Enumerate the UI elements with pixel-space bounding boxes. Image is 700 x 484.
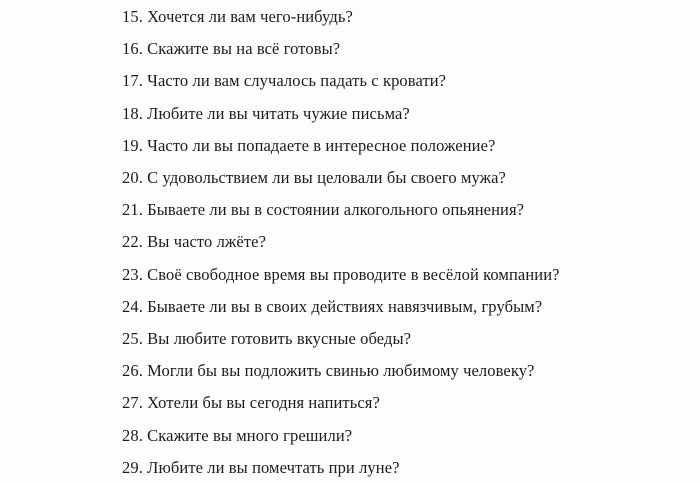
question-text: Скажите вы на всё готовы? bbox=[147, 39, 341, 59]
question-line-18 bbox=[122, 98, 690, 130]
question-line-25 bbox=[122, 323, 690, 355]
question-line-15 bbox=[122, 1, 690, 33]
question-number: 15. bbox=[122, 7, 143, 26]
question-number: 19. bbox=[122, 135, 143, 155]
question-text: Любите ли вы читать чужие письма? bbox=[147, 103, 410, 123]
question-text: Бываете ли вы в своих действиях навязчивым, грубым? bbox=[147, 296, 543, 316]
question-line-17 bbox=[122, 65, 690, 97]
question-line-23 bbox=[122, 259, 690, 291]
question-number: 26. bbox=[122, 361, 143, 381]
question-text: Своё свободное время вы проводите в весёлой компании? bbox=[147, 264, 560, 284]
question-number: 18. bbox=[122, 103, 143, 123]
question-number: 29. bbox=[122, 457, 143, 477]
question-number: 25. bbox=[122, 329, 143, 349]
question-line-19 bbox=[122, 130, 690, 162]
question-number: 23. bbox=[122, 264, 143, 284]
question-text: Вы часто лжёте? bbox=[147, 232, 267, 252]
question-line-29 bbox=[122, 452, 690, 484]
question-number: 22. bbox=[122, 232, 143, 252]
question-text: Часто ли вы попадаете в интересное положение? bbox=[147, 135, 496, 155]
question-text: Вы любите готовить вкусные обеды? bbox=[147, 329, 412, 349]
question-text: Бываете ли вы в состоянии алкогольного опьянения? bbox=[147, 200, 525, 220]
question-line-20 bbox=[122, 162, 690, 194]
question-text: С удовольствием ли вы целовали бы своего мужа? bbox=[147, 168, 506, 188]
question-line-26 bbox=[122, 355, 690, 387]
question-number: 28. bbox=[122, 425, 143, 445]
question-line-16 bbox=[122, 33, 690, 65]
question-number: 21. bbox=[122, 200, 143, 220]
question-line-28 bbox=[122, 420, 690, 452]
question-number: 17. bbox=[122, 71, 143, 91]
question-text: Любите ли вы помечтать при луне? bbox=[147, 457, 400, 477]
question-line-22 bbox=[122, 226, 690, 258]
question-line-27 bbox=[122, 387, 690, 419]
question-number: 27. bbox=[122, 393, 143, 413]
question-text: Могли бы вы подложить свинью любимому человеку? bbox=[147, 361, 535, 381]
question-text: Хочется ли вам чего-нибудь? bbox=[147, 7, 353, 26]
question-number: 16. bbox=[122, 39, 143, 59]
question-number: 24. bbox=[122, 296, 143, 316]
question-line-21 bbox=[122, 194, 690, 226]
question-line-24 bbox=[122, 291, 690, 323]
question-text: Скажите вы много грешили? bbox=[147, 425, 353, 445]
question-text: Часто ли вам случалось падать с кровати? bbox=[147, 71, 447, 91]
question-number: 20. bbox=[122, 168, 143, 188]
question-text: Хотели бы вы сегодня напиться? bbox=[147, 393, 380, 413]
